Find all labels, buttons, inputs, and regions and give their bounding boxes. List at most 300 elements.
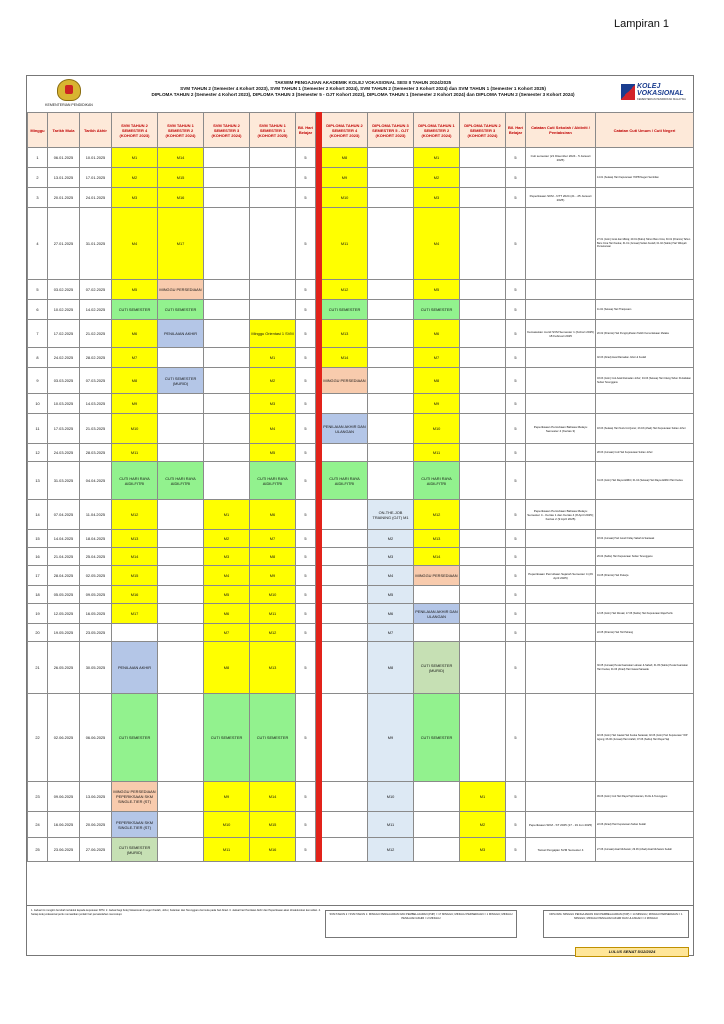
cell-c3 bbox=[204, 320, 250, 348]
cell-c1: M11 bbox=[112, 444, 158, 462]
cell-d4: M3 bbox=[460, 838, 506, 862]
cell-n1 bbox=[526, 530, 596, 548]
cell-c3 bbox=[204, 188, 250, 208]
cell-n2: 30.05 (Jumaat) Pesta Kaamatan Labuan & Sabah; 31.05 (Sabtu) Pesta Kaamatan Hari Kedua; 01.06 (Ahad) Hari Gawai Sarawak bbox=[596, 642, 694, 694]
cell-d1 bbox=[322, 444, 368, 462]
cell-d2: M6 bbox=[368, 604, 414, 624]
cell-h2: 5 bbox=[506, 812, 526, 838]
cell-d2: M4 bbox=[368, 566, 414, 586]
cell-s: 05.05.2025 bbox=[48, 586, 80, 604]
cell-n2: 02.06 (Isnin) Hari Gawai Hari Kedua Sarawak; 02.06 (Isnin) Hari Keputeraan YDP Agong; 06.06 (Jumaat) Hari Arafah; 07.06 (Sabtu) Hari Raya Haji bbox=[596, 694, 694, 782]
kv-logo-icon bbox=[621, 84, 635, 100]
cell-n2: 09.06 (Isnin) Cuti Hari Raya Haji Kelantan, Perlis & Terengganu bbox=[596, 782, 694, 812]
cell-d2: M5 bbox=[368, 586, 414, 604]
cell-d2 bbox=[368, 414, 414, 444]
cell-s: 14.04.2025 bbox=[48, 530, 80, 548]
cell-h1: 5 bbox=[296, 300, 316, 320]
cell-n2: 14.01 (Selasa) Hari Keputeraan YDPB Negeri Sembilan bbox=[596, 168, 694, 188]
cell-c3 bbox=[204, 168, 250, 188]
cell-d3: CUTI SEMESTER bbox=[414, 300, 460, 320]
cell-c2 bbox=[158, 624, 204, 642]
cell-c3 bbox=[204, 444, 250, 462]
cell-h2: 5 bbox=[506, 642, 526, 694]
cell-w: 21 bbox=[28, 642, 48, 694]
cell-d1: PENILAIAN AKHIR DAN ULANGAN bbox=[322, 414, 368, 444]
cell-c3: M3 bbox=[204, 548, 250, 566]
cell-h1: 5 bbox=[296, 368, 316, 394]
cell-d2 bbox=[368, 444, 414, 462]
cell-w: 15 bbox=[28, 530, 48, 548]
ministry-label: KEMENTERIAN PENDIDIKAN bbox=[45, 103, 93, 107]
cell-e: 14.03.2025 bbox=[80, 394, 112, 414]
cell-w: 11 bbox=[28, 414, 48, 444]
cell-h2: 5 bbox=[506, 838, 526, 862]
col-header: DIPLOMA TAHUN 3 SEMESTER 5 - OJT (KOHORT 2023) bbox=[368, 113, 414, 148]
lampiran-label: Lampiran 1 bbox=[614, 18, 670, 30]
table-row bbox=[28, 444, 694, 462]
cell-c4 bbox=[250, 280, 296, 300]
cell-c2 bbox=[158, 782, 204, 812]
cell-d3: M12 bbox=[414, 500, 460, 530]
title-line-3: DIPLOMA TAHUN 2 (Semester 4 Kohort 2023), DIPLOMA TAHUN 3 (Semester 5 - OJT Kohort 2023), DIPLOMA TAHUN 1 (Semester 2 Kohort 2024) dan DIPLOMA TAHUN 2 (Semester 3 Kohort 2024) bbox=[151, 92, 575, 97]
cell-s: 07.04.2025 bbox=[48, 500, 80, 530]
cell-c3: M1 bbox=[204, 500, 250, 530]
cell-c2: M14 bbox=[158, 148, 204, 168]
cell-c4: CUTI SEMESTER bbox=[250, 694, 296, 782]
cell-e: 21.03.2025 bbox=[80, 414, 112, 444]
cell-s: 26.05.2025 bbox=[48, 642, 80, 694]
table-header-row bbox=[28, 113, 694, 148]
cell-d3: M9 bbox=[414, 394, 460, 414]
cell-c4: M11 bbox=[250, 604, 296, 624]
cell-c3: CUTI SEMESTER bbox=[204, 694, 250, 782]
cell-n1 bbox=[526, 586, 596, 604]
cell-n2 bbox=[596, 394, 694, 414]
cell-h1: 5 bbox=[296, 782, 316, 812]
cell-n1: Peperiksaan Percubaan Bahasa Melayu Semester 4 (Kertas 3) bbox=[526, 414, 596, 444]
col-header: Bil. Hari Belajar bbox=[296, 113, 316, 148]
cell-h1: 5 bbox=[296, 548, 316, 566]
cell-s: 21.04.2025 bbox=[48, 548, 80, 566]
cell-d2 bbox=[368, 394, 414, 414]
cell-d3: M1 bbox=[414, 148, 460, 168]
cell-d1 bbox=[322, 566, 368, 586]
cell-d2 bbox=[368, 368, 414, 394]
ministry-logo bbox=[39, 79, 99, 111]
cell-e: 09.05.2025 bbox=[80, 586, 112, 604]
cell-n2: 22.06 (Ahad) Hari Keputeraan Sultan Kedah bbox=[596, 812, 694, 838]
cell-d1 bbox=[322, 394, 368, 414]
cell-c4: M10 bbox=[250, 586, 296, 604]
cell-d2 bbox=[368, 320, 414, 348]
col-header: SVM TAHUN 1 SEMESTER 2 (KOHORT 2024) bbox=[158, 113, 204, 148]
cell-e: 07.03.2025 bbox=[80, 368, 112, 394]
cell-d1: M14 bbox=[322, 348, 368, 368]
cell-s: 19.05.2025 bbox=[48, 624, 80, 642]
diploma-summary-box: DIPLOMA: MINGGU PENGAJARAN DAN PEMBELAJARAN (PdP) = 14 MINGGU; MINGGU PERSEDIAAN = 1 MINGGU; MINGGU PENILAIAN AKHIR DAN ULANGAN = 2 MINGGU bbox=[543, 910, 689, 938]
cell-n1: Tamat Pengajian SVM Semester 4 bbox=[526, 838, 596, 862]
table-row bbox=[28, 782, 694, 812]
cell-n2: 03.03 (Isnin) Cuti Awal Ramadan Johor; 04.03 (Selasa) Hari Ulang Tahun Pertabalan Sultan Terengganu bbox=[596, 368, 694, 394]
cell-c2: CUTI HARI RAYA AIDILFITRI bbox=[158, 462, 204, 500]
footer bbox=[27, 905, 693, 957]
cell-e: 13.06.2025 bbox=[80, 782, 112, 812]
cell-h2: 5 bbox=[506, 444, 526, 462]
cell-s: 16.06.2025 bbox=[48, 812, 80, 838]
cell-c1: PENILAIAN AKHIR bbox=[112, 642, 158, 694]
cell-n2: 20.02 (Khamis) Hari Pengisytiharan Tarikh Kemerdekaan Melaka bbox=[596, 320, 694, 348]
cell-h2: 5 bbox=[506, 566, 526, 586]
cell-d1 bbox=[322, 782, 368, 812]
cell-d2 bbox=[368, 348, 414, 368]
col-header: DIPLOMA TAHUN 2 SEMESTER 4 (KOHORT 2023) bbox=[322, 113, 368, 148]
cell-d4 bbox=[460, 462, 506, 500]
cell-c2: M16 bbox=[158, 188, 204, 208]
cell-h1: 5 bbox=[296, 168, 316, 188]
cell-e: 21.02.2025 bbox=[80, 320, 112, 348]
cell-d4 bbox=[460, 208, 506, 280]
cell-s: 17.03.2025 bbox=[48, 414, 80, 444]
cell-n1: Peperiksaan SKM - ST 2025 (17 - 19 Jun 2025) bbox=[526, 812, 596, 838]
cell-c2 bbox=[158, 394, 204, 414]
cell-h2: 5 bbox=[506, 394, 526, 414]
cell-n2: 01.05 (Khamis) Hari Pekerja bbox=[596, 566, 694, 586]
cell-n1: Peperiksaan SKM - NTT 2024 (21 - 25 Januari 2025) bbox=[526, 188, 596, 208]
table-row bbox=[28, 348, 694, 368]
approval-badge: LULUS SENAT 5/12/2024 bbox=[575, 947, 689, 957]
cell-c2 bbox=[158, 604, 204, 624]
cell-d4 bbox=[460, 280, 506, 300]
cell-w: 23 bbox=[28, 782, 48, 812]
cell-c4 bbox=[250, 300, 296, 320]
cell-c1: M5 bbox=[112, 280, 158, 300]
cell-w: 7 bbox=[28, 320, 48, 348]
cell-c2: M15 bbox=[158, 168, 204, 188]
cell-c3 bbox=[204, 462, 250, 500]
cell-d2: M2 bbox=[368, 530, 414, 548]
cell-n2: 02.03 (Ahad) Awal Ramadan Johor & Kedah bbox=[596, 348, 694, 368]
cell-d3 bbox=[414, 624, 460, 642]
cell-d1: M13 bbox=[322, 320, 368, 348]
cell-c2 bbox=[158, 838, 204, 862]
cell-w: 22 bbox=[28, 694, 48, 782]
cell-w: 5 bbox=[28, 280, 48, 300]
cell-c1: M4 bbox=[112, 208, 158, 280]
cell-w: 20 bbox=[28, 624, 48, 642]
cell-c3 bbox=[204, 300, 250, 320]
cell-s: 31.03.2025 bbox=[48, 462, 80, 500]
cell-c3 bbox=[204, 348, 250, 368]
cell-h1: 5 bbox=[296, 462, 316, 500]
cell-h2: 5 bbox=[506, 188, 526, 208]
cell-n1 bbox=[526, 604, 596, 624]
table-row bbox=[28, 566, 694, 586]
cell-h1: 5 bbox=[296, 500, 316, 530]
cell-c2: CUTI SEMESTER (MURID) bbox=[158, 368, 204, 394]
cell-h1: 5 bbox=[296, 586, 316, 604]
svm-summary-box: SVM TAHUN 2 / SVM TAHUN 1: MINGGU PENGAJARAN DAN PEMBELAJARAN (PdP) = 17 MINGGU; MINGGU PERSEDIAAN = 1 MINGGU; MINGGU PENILAIAN AKHIR = 2 MINGGU bbox=[325, 910, 517, 938]
cell-c3 bbox=[204, 414, 250, 444]
cell-c4: M1 bbox=[250, 348, 296, 368]
cell-w: 16 bbox=[28, 548, 48, 566]
cell-d3: M4 bbox=[414, 208, 460, 280]
cell-h2: 5 bbox=[506, 782, 526, 812]
cell-c2: PENILAIAN AKHIR bbox=[158, 320, 204, 348]
cell-d3: M14 bbox=[414, 548, 460, 566]
cell-c3 bbox=[204, 208, 250, 280]
col-header: DIPLOMA TAHUN 1 SEMESTER 2 (KOHORT 2024) bbox=[414, 113, 460, 148]
cell-n2: 12.05 (Isnin) Hari Wesak; 17.05 (Sabtu) Hari Keputeraan Raja Perlis bbox=[596, 604, 694, 624]
cell-n1 bbox=[526, 394, 596, 414]
col-header: SVM TAHUN 2 SEMESTER 4 (KOHORT 2023) bbox=[112, 113, 158, 148]
cell-h2: 5 bbox=[506, 148, 526, 168]
cell-s: 10.03.2025 bbox=[48, 394, 80, 414]
cell-h1: 5 bbox=[296, 280, 316, 300]
cell-d4 bbox=[460, 694, 506, 782]
cell-d4 bbox=[460, 586, 506, 604]
col-header: SVM TAHUN 1 SEMESTER 1 (KOHORT 2025) bbox=[250, 113, 296, 148]
cell-c4: M14 bbox=[250, 782, 296, 812]
cell-e: 16.05.2025 bbox=[80, 604, 112, 624]
cell-h2: 5 bbox=[506, 548, 526, 566]
cell-c4: M15 bbox=[250, 812, 296, 838]
cell-h1: 5 bbox=[296, 642, 316, 694]
cell-c1: CUTI HARI RAYA AIDILFITRI bbox=[112, 462, 158, 500]
cell-n2: 22.05 (Khamis) Hari Hol Pahang bbox=[596, 624, 694, 642]
cell-h1: 5 bbox=[296, 188, 316, 208]
cell-e: 02.05.2025 bbox=[80, 566, 112, 586]
cell-w: 18 bbox=[28, 586, 48, 604]
cell-n1 bbox=[526, 642, 596, 694]
cell-c2 bbox=[158, 444, 204, 462]
table-body bbox=[28, 148, 694, 862]
cell-c2 bbox=[158, 548, 204, 566]
cell-c4: M5 bbox=[250, 444, 296, 462]
cell-c1: M16 bbox=[112, 586, 158, 604]
cell-h2: 5 bbox=[506, 300, 526, 320]
cell-h2: 5 bbox=[506, 168, 526, 188]
cell-w: 1 bbox=[28, 148, 48, 168]
calendar-table bbox=[27, 112, 694, 862]
cell-n1: Peperiksaan Percubaan Bahasa Melayu Semester 4 - Kertas 1 dan Kertas 4 (8 April 2025); Kertas 2 (9 April 2025) bbox=[526, 500, 596, 530]
cell-n2: 31.03 (Isnin) Hari Raya Aidilfitri; 01.04 (Selasa) Hari Raya Aidilfitri Hari Kedua bbox=[596, 462, 694, 500]
cell-n1 bbox=[526, 444, 596, 462]
cell-h2: 5 bbox=[506, 208, 526, 280]
cell-c4: M12 bbox=[250, 624, 296, 642]
cell-d3: M3 bbox=[414, 188, 460, 208]
cell-h2: 5 bbox=[506, 586, 526, 604]
cell-e: 20.06.2025 bbox=[80, 812, 112, 838]
cell-c1: M7 bbox=[112, 348, 158, 368]
cell-h1: 5 bbox=[296, 444, 316, 462]
table-row bbox=[28, 838, 694, 862]
cell-c2 bbox=[158, 812, 204, 838]
cell-s: 03.03.2025 bbox=[48, 368, 80, 394]
cell-d4 bbox=[460, 320, 506, 348]
cell-s: 09.06.2025 bbox=[48, 782, 80, 812]
cell-c4 bbox=[250, 168, 296, 188]
cell-d1 bbox=[322, 812, 368, 838]
cell-d3 bbox=[414, 782, 460, 812]
cell-n1 bbox=[526, 462, 596, 500]
cell-w: 10 bbox=[28, 394, 48, 414]
cell-c1: M10 bbox=[112, 414, 158, 444]
cell-d2 bbox=[368, 280, 414, 300]
cell-d1: M12 bbox=[322, 280, 368, 300]
cell-n1: Peperiksaan Percubaan Sejarah Semester 4 (29 April 2025) bbox=[526, 566, 596, 586]
col-header: Minggu bbox=[28, 113, 48, 148]
cell-n1 bbox=[526, 368, 596, 394]
col-header: Catatan Cuti Umum / Cuti Negeri bbox=[596, 113, 694, 148]
kv-logo-text-2: VOKASIONAL bbox=[637, 90, 684, 97]
cell-n2: 28.03 (Jumaat) Cuti Hari Keputeraan Sultan Johor bbox=[596, 444, 694, 462]
cell-d3: M11 bbox=[414, 444, 460, 462]
page-title bbox=[113, 80, 613, 98]
cell-h1: 5 bbox=[296, 208, 316, 280]
cell-c2 bbox=[158, 694, 204, 782]
table-row bbox=[28, 368, 694, 394]
cell-s: 28.04.2025 bbox=[48, 566, 80, 586]
cell-d3 bbox=[414, 838, 460, 862]
cell-c1: CUTI SEMESTER (MURID) bbox=[112, 838, 158, 862]
kv-logo-text-3: KEMENTERIAN PENDIDIKAN MALAYSIA bbox=[637, 98, 686, 101]
cell-n2: 18.03 (Selasa) Hari Nuzul Al-Quran; 23.03 (Ahad) Hari Keputeraan Sultan Johor bbox=[596, 414, 694, 444]
cell-c2 bbox=[158, 414, 204, 444]
cell-c1: M14 bbox=[112, 548, 158, 566]
cell-d1: M10 bbox=[322, 188, 368, 208]
document-header bbox=[27, 76, 693, 113]
cell-h2: 5 bbox=[506, 624, 526, 642]
kv-logo-text-1: KOLEJ bbox=[637, 83, 661, 90]
cell-c1: M9 bbox=[112, 394, 158, 414]
cell-d4 bbox=[460, 548, 506, 566]
cell-e: 06.06.2025 bbox=[80, 694, 112, 782]
table-row bbox=[28, 320, 694, 348]
table-row bbox=[28, 642, 694, 694]
cell-n2 bbox=[596, 586, 694, 604]
cell-e: 31.01.2025 bbox=[80, 208, 112, 280]
cell-h1: 5 bbox=[296, 320, 316, 348]
cell-c3: M9 bbox=[204, 782, 250, 812]
cell-d4: M1 bbox=[460, 782, 506, 812]
table-row bbox=[28, 168, 694, 188]
cell-h1: 5 bbox=[296, 624, 316, 642]
cell-d3: MINGGU PERSEDIAAN bbox=[414, 566, 460, 586]
cell-d1 bbox=[322, 624, 368, 642]
cell-d2: M12 bbox=[368, 838, 414, 862]
cell-d1 bbox=[322, 500, 368, 530]
cell-c2: M17 bbox=[158, 208, 204, 280]
cell-e: 28.03.2025 bbox=[80, 444, 112, 462]
cell-d3: M8 bbox=[414, 368, 460, 394]
cell-s: 10.02.2025 bbox=[48, 300, 80, 320]
cell-c1: CUTI SEMESTER bbox=[112, 694, 158, 782]
cell-d1: M9 bbox=[322, 168, 368, 188]
cell-d4 bbox=[460, 500, 506, 530]
cell-c3: M2 bbox=[204, 530, 250, 548]
cell-c1: M6 bbox=[112, 320, 158, 348]
cell-c4: M3 bbox=[250, 394, 296, 414]
cell-d4: M2 bbox=[460, 812, 506, 838]
cell-d4 bbox=[460, 604, 506, 624]
cell-c1: M8 bbox=[112, 368, 158, 394]
table-row bbox=[28, 500, 694, 530]
cell-w: 24 bbox=[28, 812, 48, 838]
cell-c3: M6 bbox=[204, 604, 250, 624]
table-row bbox=[28, 530, 694, 548]
cell-d1 bbox=[322, 604, 368, 624]
table-row bbox=[28, 414, 694, 444]
table-row bbox=[28, 624, 694, 642]
cell-d4 bbox=[460, 300, 506, 320]
cell-w: 6 bbox=[28, 300, 48, 320]
cell-d2 bbox=[368, 462, 414, 500]
cell-d4 bbox=[460, 624, 506, 642]
cell-e: 14.02.2025 bbox=[80, 300, 112, 320]
cell-c1: MINGGU PERSEDIAAN PEPERIKSAAN SKM SINGLE-TIER (ST) bbox=[112, 782, 158, 812]
cell-c3: M11 bbox=[204, 838, 250, 862]
cell-c3: M5 bbox=[204, 586, 250, 604]
cell-e: 24.01.2025 bbox=[80, 188, 112, 208]
cell-s: 27.01.2025 bbox=[48, 208, 80, 280]
cell-h2: 5 bbox=[506, 368, 526, 394]
cell-d1 bbox=[322, 642, 368, 694]
cell-h2: 5 bbox=[506, 280, 526, 300]
cell-c4: M4 bbox=[250, 414, 296, 444]
table-row bbox=[28, 188, 694, 208]
cell-d3: M7 bbox=[414, 348, 460, 368]
cell-c4: M13 bbox=[250, 642, 296, 694]
cell-c1: PEPERIKSAAN SKM SINGLE-TIER (ST) bbox=[112, 812, 158, 838]
cell-h1: 5 bbox=[296, 694, 316, 782]
cell-h1: 5 bbox=[296, 394, 316, 414]
cell-n1 bbox=[526, 208, 596, 280]
cell-c3 bbox=[204, 148, 250, 168]
cell-n1 bbox=[526, 300, 596, 320]
table-row bbox=[28, 462, 694, 500]
cell-n1 bbox=[526, 548, 596, 566]
cell-e: 07.02.2025 bbox=[80, 280, 112, 300]
cell-n2: 18.04 (Jumaat) Hari Good Friday Sabah & Sarawak bbox=[596, 530, 694, 548]
table-row bbox=[28, 280, 694, 300]
cell-h2: 5 bbox=[506, 604, 526, 624]
cell-n1: Cuti semester (21 Disember 2024 - 5 Januari 2025) bbox=[526, 148, 596, 168]
cell-d1 bbox=[322, 586, 368, 604]
cell-d2 bbox=[368, 168, 414, 188]
cell-h1: 5 bbox=[296, 566, 316, 586]
cell-d3 bbox=[414, 812, 460, 838]
cell-c4: M8 bbox=[250, 548, 296, 566]
cell-s: 23.06.2025 bbox=[48, 838, 80, 862]
cell-h1: 5 bbox=[296, 530, 316, 548]
cell-e: 17.01.2025 bbox=[80, 168, 112, 188]
cell-h2: 5 bbox=[506, 414, 526, 444]
cell-c1: M2 bbox=[112, 168, 158, 188]
cell-d4 bbox=[460, 642, 506, 694]
cell-c1: M12 bbox=[112, 500, 158, 530]
table-row bbox=[28, 694, 694, 782]
cell-s: 03.02.2025 bbox=[48, 280, 80, 300]
col-header: Tarikh Akhir bbox=[80, 113, 112, 148]
table-row bbox=[28, 300, 694, 320]
cell-d2: M11 bbox=[368, 812, 414, 838]
cell-d3: CUTI HARI RAYA AIDILFITRI bbox=[414, 462, 460, 500]
cell-h2: 5 bbox=[506, 320, 526, 348]
cell-c2 bbox=[158, 348, 204, 368]
cell-d2: ON-THE-JOB TRAINING (OJT) M1 bbox=[368, 500, 414, 530]
cell-s: 20.01.2025 bbox=[48, 188, 80, 208]
cell-d1 bbox=[322, 838, 368, 862]
